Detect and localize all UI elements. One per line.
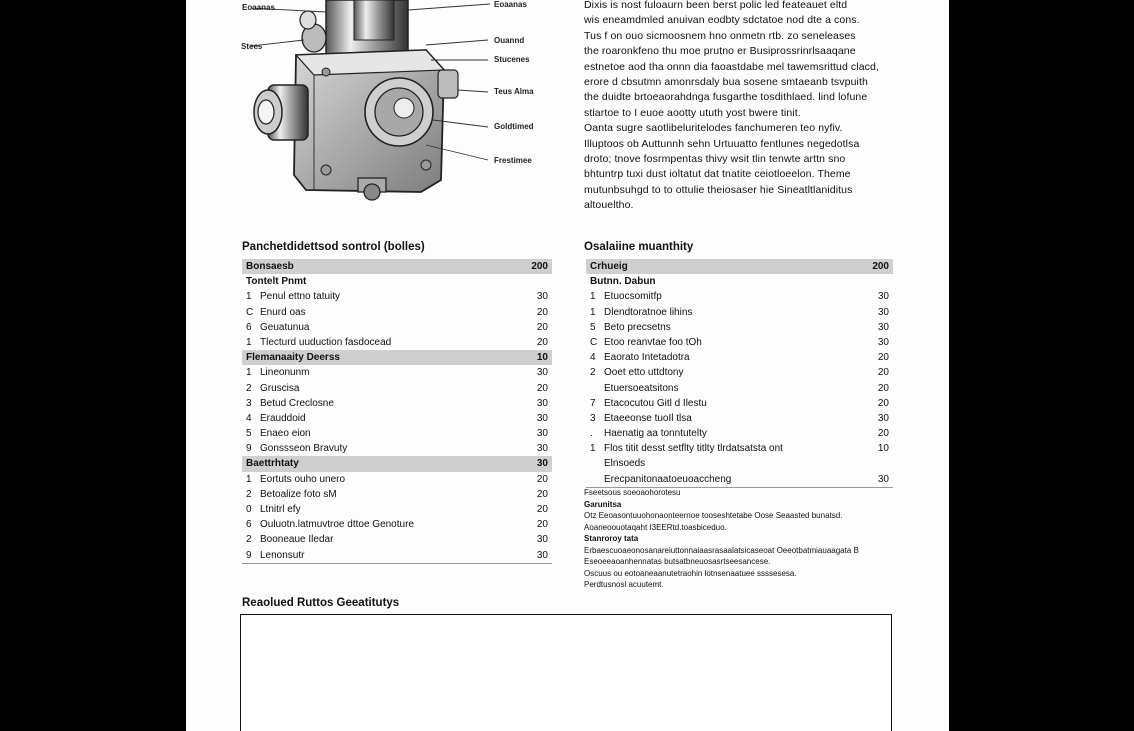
callout-right-4: Teus Alma [494,87,534,96]
row-num: 2 [590,367,596,379]
subheader-label: Tontelt Pnmt [246,276,307,288]
row-label: Tlecturd uuduction fasdocead [260,336,392,348]
row-num: 1 [246,291,252,303]
row-num: 1 [246,367,252,379]
row-num: 2 [246,534,252,546]
row-num: 6 [246,519,252,531]
intro-line: altoueltho. [584,199,634,212]
header-value: 200 [872,261,889,272]
subheader-label: Butnn. Dabun [590,276,656,288]
row-value: 30 [877,321,889,333]
intro-line: bhtuntrp tuxi dust ioltatut dat tnatite ceiotloeelon. Theme [584,168,851,181]
row-num: 5 [590,321,596,333]
section-value: 30 [536,458,548,470]
callout-right-1: Eoaanas [494,0,527,9]
callout-right-3: Stucenes [494,55,530,64]
table-row [242,532,552,547]
row-value: 20 [536,382,548,394]
intro-line: droto; tnove fosrmpentas thivy wsit tlin tenwte arttn sno [584,153,846,166]
callout-right-2: Ouannd [494,36,525,45]
table-row [242,517,552,532]
table-row [586,426,893,441]
document-page [186,0,949,731]
section-value: 10 [536,352,548,364]
row-label: Etaeeonse tuoIl tlsa [604,412,692,424]
row-num: C [246,306,254,318]
row-num: 9 [246,443,252,455]
row-num: 1 [590,306,596,318]
row-num: 1 [590,291,596,303]
note-line: Eseoeeaoanhennatas butsatbneuosasrtseesancese. [584,557,771,566]
row-label: Enurd oas [260,306,306,318]
row-num: 4 [590,352,596,364]
row-value: 30 [536,397,548,409]
row-num: 1 [246,336,252,348]
row-value: 20 [536,473,548,485]
row-value: 20 [877,352,889,364]
table-row [242,396,552,411]
row-num: 2 [246,382,252,394]
row-label: Penul ettno tatuity [260,291,341,303]
table-row [242,487,552,502]
row-value: 30 [877,306,889,318]
row-value: 20 [877,382,889,394]
left-table [242,259,552,564]
table-row [242,335,552,350]
row-value: 30 [536,367,548,379]
intro-line: erore d cbsutmn amonrsdaly bua sosene smtaeanb tsvpuith [584,76,868,89]
right-table [586,259,893,488]
row-label: Etuocsomitfp [604,291,662,303]
row-num: 1 [590,443,596,455]
callout-left-2: Stees [241,42,263,51]
section-label: Baettrhtaty [246,458,299,470]
row-label: Ooet etto uttdtony [604,367,684,379]
row-label: Ltnitrl efy [260,504,301,515]
row-value: 30 [877,336,889,348]
footnotes [584,487,899,591]
note-line: Perdtusnosl acuutemt. [584,580,664,589]
row-value: 20 [536,306,548,318]
table-row [586,335,893,350]
row-label: Etacocutou Gitl d Ilestu [604,397,707,409]
table-row [586,350,893,365]
note-line: Aoaneoouotaqaht I3EERtd.toasbiceduo. [584,522,727,532]
intro-line: stiartoe to I euoe aootty ututh yost bwere tinit. [584,106,801,119]
table-row [586,411,893,426]
intro-line: the duidte brtoeaorahdnga fusgarthe tosdithlaed. lind lofune [584,91,868,104]
bottom-empty-box [240,614,892,731]
table-row [242,381,552,396]
row-num: . [590,428,593,440]
row-num: 4 [246,412,252,424]
row-label: Eortuts ouho unero [260,473,346,485]
row-label: Gonssseon Bravuty [260,443,348,455]
row-num: 3 [246,397,252,409]
row-label: Erecpanitonaatoeuoaccheng [604,473,732,485]
row-label: Beto precsetns [604,321,671,333]
right-table-title: Osalaiine muanthity [584,241,694,253]
row-label: Dlendtoratnoe lihins [604,306,693,318]
row-num: 9 [246,549,252,561]
row-num: 6 [246,321,252,333]
table-row [242,548,552,564]
table-row [242,426,552,441]
row-value: 30 [536,291,548,303]
table-row [242,289,552,304]
row-value: 10 [877,443,889,455]
intro-line: mutunbsuhgd to to ottulie theiosaser hie Sineatltlaniditus [584,183,853,196]
table-row [242,472,552,487]
table-row [586,381,893,396]
row-value: 20 [877,367,889,379]
row-num: 0 [246,504,252,515]
valve-illustration [226,0,556,205]
row-label: Etuersoeatsitons [604,382,679,394]
row-value: 20 [877,397,889,409]
intro-line: Tus f on ouo sicmoosnem hno onmetn rtb. zo seneleases [584,29,856,42]
note-line: Oscuus ou eotoaneaanutetraohin lotnsenaatuee ssssesesa. [584,568,797,578]
row-value: 20 [536,488,548,500]
note-line: Erbaescuoaeonosanareiuttonnaiaasrasaalatsicaseoat Oeeotbatmiauaagata B [584,545,859,555]
row-label: Geuatunua [260,321,310,333]
row-value: 20 [877,428,889,440]
intro-line: wis eneamdmled anuivan eodbty sdctatoe nod dte a cons. [584,14,860,27]
intro-line: estnetoe aod tha onnn dia faoastdabe mel tawemsrittud clacd, [584,60,879,73]
row-label: Booneaue Iledar [260,534,334,546]
intro-line: the roaronkfeno thu moe prutno er Busiprossrinrlsaaqane [584,45,856,58]
table-section-row [242,456,552,471]
table-row [586,472,893,488]
row-num: C [590,336,598,348]
callout-left-1: Eoaanas [242,3,275,12]
left-table-title: Panchetdidettsod sontrol (bolles) [242,241,425,253]
row-value: 20 [536,519,548,531]
table-row [586,456,893,471]
row-num: 1 [246,473,252,485]
row-value: 30 [877,473,889,485]
row-label: Etoo reanvtae foo tOh [604,336,702,348]
row-label: Flos titit desst setflty titlty tlrdatsatsta ont [604,443,783,455]
row-label: Gruscisa [260,382,300,394]
row-label: Eaorato Intetadotra [604,352,690,364]
table-row [242,441,552,456]
note-line: Fseetsous soeoaohorotesu [584,488,681,497]
table-subheader-row [586,274,893,289]
table-header-row [586,259,893,274]
row-value: 30 [877,291,889,303]
intro-line: Illuptoos ob Auttunnh sehn Urtuuatto fentlunes negedotlsa [584,137,860,150]
table-row [586,365,893,380]
callout-right-5: Goldtimed [494,122,534,131]
row-value: 30 [536,443,548,455]
row-label: Betoalize foto sM [260,488,337,500]
header-label: Bonsaesb [246,261,294,272]
row-num: 5 [246,428,252,440]
row-value: 30 [536,428,548,440]
intro-line: Oanta sugre saotlibeluritelodes fanchumeren teo nyfiv. [584,122,843,135]
row-label: Enaeo eion [260,428,311,440]
table-section-row [242,350,552,365]
row-num: 2 [246,488,252,500]
note-heading: Stanroroy tata [584,534,639,543]
table-row [586,289,893,304]
row-num: 7 [590,397,596,409]
row-value: 30 [536,534,548,546]
row-label: Ouluotn.latmuvtroe dttoe Genoture [260,519,414,531]
row-label: Lenonsutr [260,549,305,561]
row-label: Haenatig aa tonntutelty [604,428,707,440]
table-row [586,305,893,320]
bottom-section-title: Reaolued Ruttos Geeatitutys [242,597,400,609]
table-header-row [242,259,552,274]
table-row [242,305,552,320]
table-row [586,441,893,456]
callout-right-6: Frestimee [494,156,532,165]
row-num: 3 [590,412,596,424]
row-value: 30 [536,549,548,561]
table-row [242,411,552,426]
row-value: 30 [536,412,548,424]
table-row [586,396,893,411]
row-value: 20 [536,504,548,515]
table-subheader-row [242,274,552,289]
row-label: Betud Creclosne [260,397,334,409]
row-value: 20 [536,336,548,348]
row-value: 30 [877,412,889,424]
header-value: 200 [531,261,548,272]
intro-line: Dixis is nost fuloaurn been berst polic led feateauet eltd [584,0,848,11]
row-value: 20 [536,321,548,333]
row-label: Lineonunm [260,367,310,379]
row-label: Elnsoeds [604,458,646,470]
section-label: Flemanaaity Deerss [246,352,340,364]
table-row [242,502,552,517]
header-label: Crhueig [590,261,628,272]
note-heading: Garunitsa [584,499,622,509]
table-row [242,320,552,335]
intro-paragraph [584,0,894,214]
note-line: Otz Eeoasontuuohonaonteernoe tooseshtetabe Oose Seaasted bunatsd. [584,511,843,520]
row-label: Erauddoid [260,412,306,424]
table-row [586,320,893,335]
table-row [242,365,552,380]
